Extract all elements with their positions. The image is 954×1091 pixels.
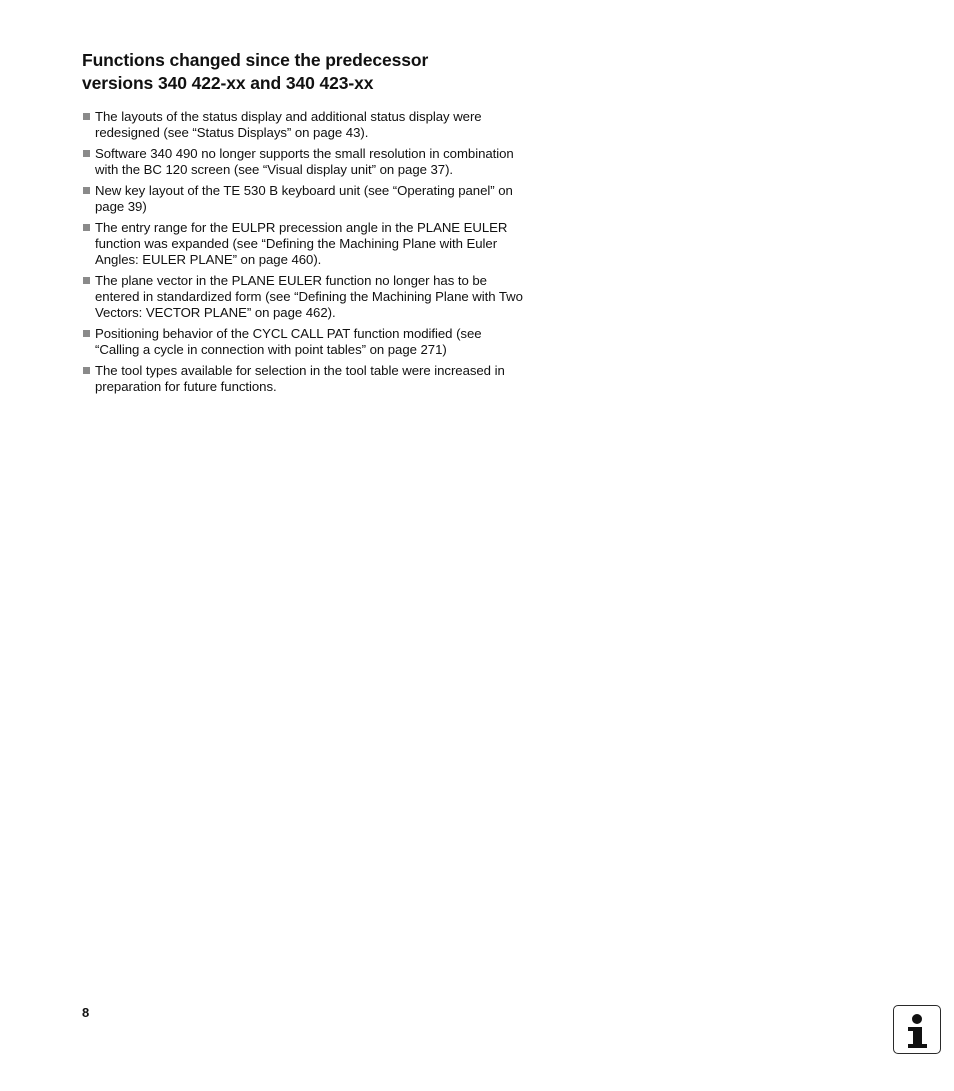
square-bullet-icon xyxy=(83,367,90,374)
section-title-line-2: versions 340 422-xx and 340 423-xx xyxy=(82,73,374,93)
list-item-text: New key layout of the TE 530 B keyboard unit (see “Operating panel” on page 39) xyxy=(95,183,513,214)
list-item-text: The entry range for the EULPR precession angle in the PLANE EULER function was expanded (see “Defining the Machining Plane with Euler Angles: EULER PLANE” on page 460). xyxy=(95,220,508,267)
square-bullet-icon xyxy=(83,187,90,194)
changes-list xyxy=(82,109,528,400)
list-item xyxy=(82,363,528,395)
square-bullet-icon xyxy=(83,150,90,157)
info-icon-dot xyxy=(912,1014,922,1024)
list-item xyxy=(82,109,528,141)
info-icon xyxy=(893,1005,941,1054)
square-bullet-icon xyxy=(83,113,90,120)
list-item-text: Software 340 490 no longer supports the small resolution in combination with the BC 120 screen (see “Visual display unit” on page 37). xyxy=(95,146,514,177)
list-item xyxy=(82,146,528,178)
list-item xyxy=(82,326,528,358)
square-bullet-icon xyxy=(83,330,90,337)
list-item-text: The plane vector in the PLANE EULER function no longer has to be entered in standardized form (see “Defining the Machining Plane with Two Vectors: VECTOR PLANE” on page 462). xyxy=(95,273,523,320)
section-title-line-1: Functions changed since the predecessor xyxy=(82,50,429,70)
square-bullet-icon xyxy=(83,277,90,284)
list-item xyxy=(82,183,528,215)
info-icon-serif-bottom xyxy=(908,1044,927,1048)
section-title xyxy=(82,49,542,95)
list-item xyxy=(82,220,528,268)
square-bullet-icon xyxy=(83,224,90,231)
list-item-text: Positioning behavior of the CYCL CALL PAT function modified (see “Calling a cycle in connection with point tables” on page 271) xyxy=(95,326,482,357)
page-number: 8 xyxy=(82,1005,90,1020)
list-item-text: The tool types available for selection in the tool table were increased in preparation for future functions. xyxy=(95,363,505,394)
list-item-text: The layouts of the status display and additional status display were redesigned (see “Status Displays” on page 43). xyxy=(95,109,482,140)
list-item xyxy=(82,273,528,321)
